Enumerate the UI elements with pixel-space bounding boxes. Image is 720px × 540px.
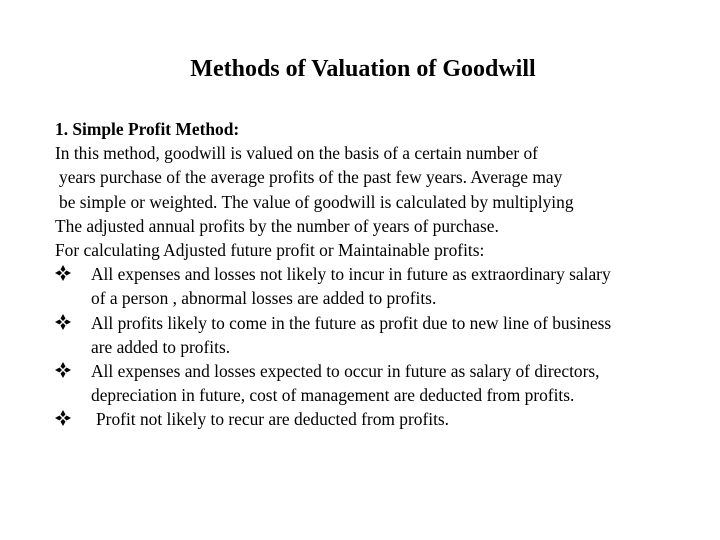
bullet-line-1: All profits likely to come in the future as profit due to new line of business <box>91 312 612 333</box>
paragraph-line-4: The adjusted annual profits by the number of years of purchase. <box>55 215 499 236</box>
paragraph-line-2: years purchase of the average profits of the past few years. Average may <box>59 167 563 188</box>
diamond-bullet-icon <box>55 409 71 427</box>
list-item <box>55 359 695 407</box>
bullet-line-2: are added to profits. <box>91 336 231 357</box>
paragraph-line-5: For calculating Adjusted future profit or Maintainable profits: <box>55 239 485 260</box>
section-heading: 1. Simple Profit Method: <box>55 119 240 139</box>
list-item <box>55 262 695 310</box>
paragraph-line-1: In this method, goodwill is valued on the basis of a certain number of <box>55 143 538 164</box>
diamond-bullet-icon <box>55 264 71 282</box>
page-title: Methods of Valuation of Goodwill <box>190 56 536 82</box>
bullet-line-1: Profit not likely to recur are deducted from profits. <box>96 409 450 430</box>
list-item <box>55 407 695 431</box>
diamond-bullet-icon <box>55 361 71 379</box>
bullet-line-1: All expenses and losses expected to occur in future as salary of directors, <box>91 360 600 381</box>
bullet-list <box>55 262 695 431</box>
bullet-line-2: of a person , abnormal losses are added to profits. <box>91 288 437 309</box>
diamond-bullet-icon <box>55 313 71 331</box>
slide-body <box>55 117 695 432</box>
bullet-line-1: All expenses and losses not likely to incur in future as extraordinary salary <box>91 264 611 285</box>
list-item <box>55 311 695 359</box>
paragraph-line-3: be simple or weighted. The value of goodwill is calculated by multiplying <box>59 191 574 212</box>
bullet-line-2: depreciation in future, cost of management are deducted from profits. <box>91 385 575 406</box>
